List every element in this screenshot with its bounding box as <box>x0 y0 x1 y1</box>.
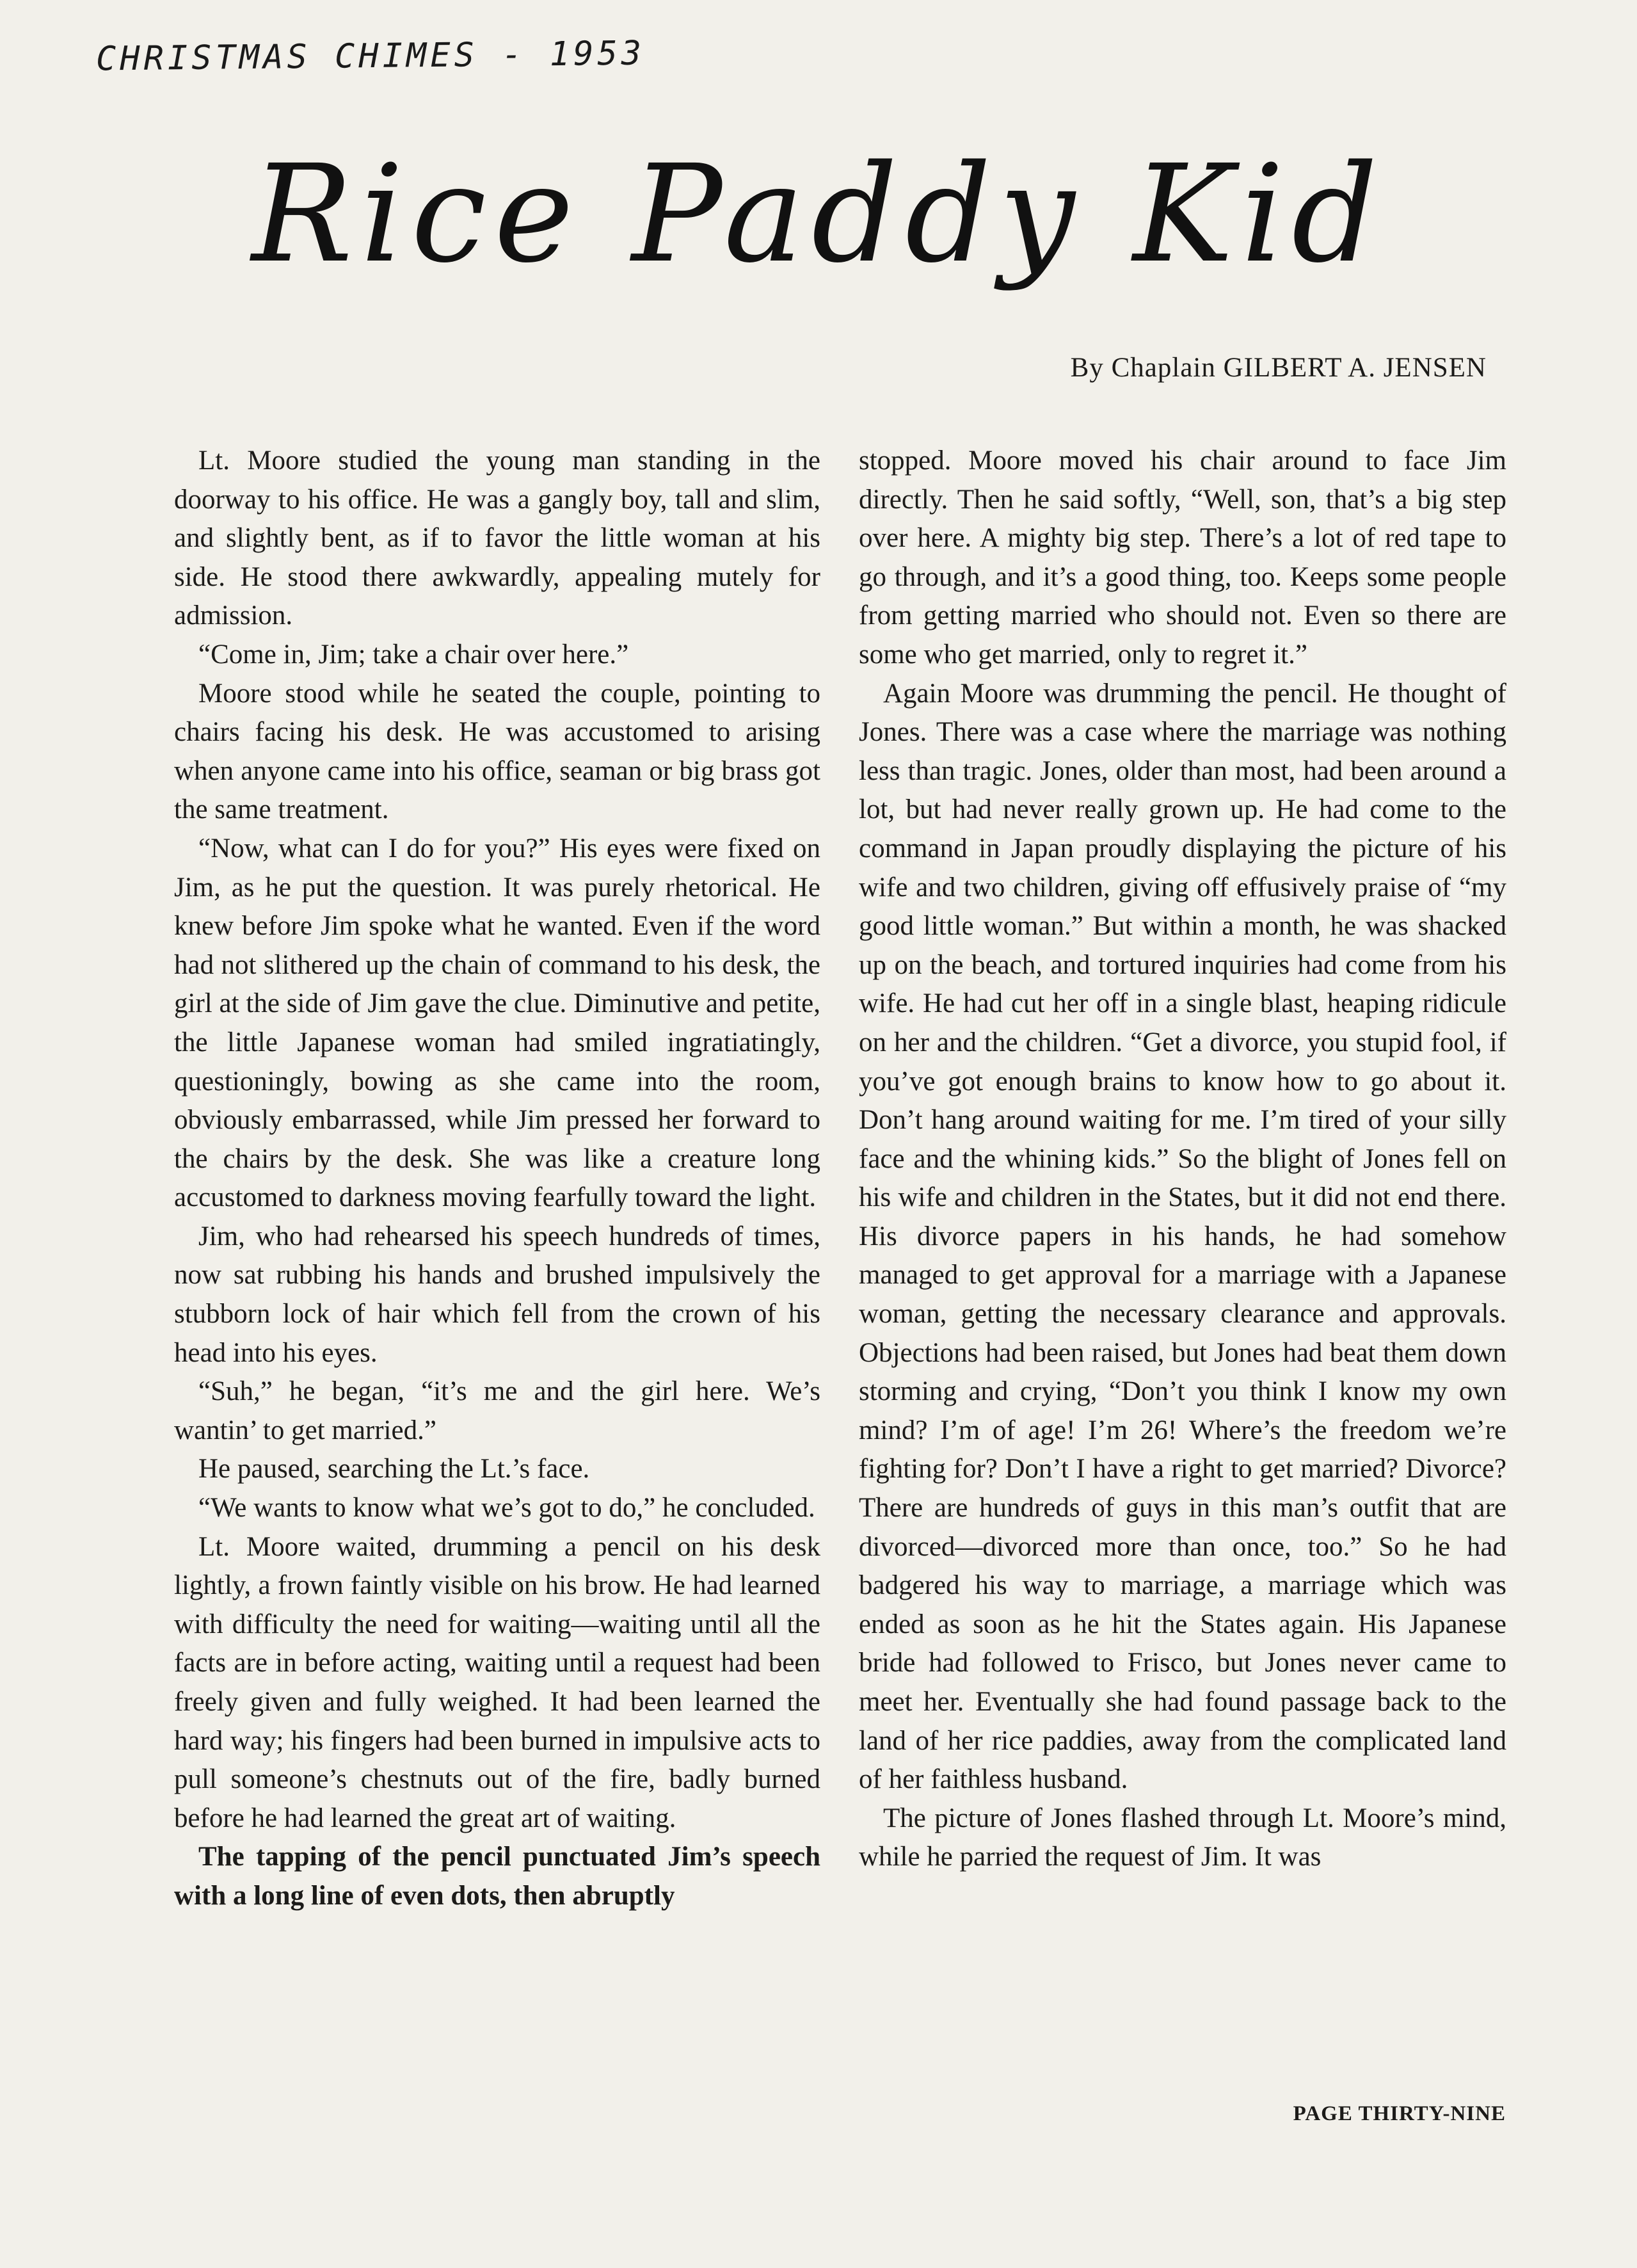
paragraph: Again Moore was drumming the pencil. He thought of Jones. There was a case where the marriage was nothing less than tragic. Jones, older than most, had been around a lot, but had never really grown up. He had come to the command in Japan proudly displaying the picture of his wife and two children, giving off effusively praise of “my good little woman.” But within a month, he was shacked up on the beach, and tortured inquiries had come from his wife. He had cut her off in a single blast, heaping ridicule on her and the children. “Get a divorce, you stupid fool, if you’ve got enough brains to know how to go about it. Don’t hang around waiting for me. I’m tired of your silly face and the whining kids.” So the blight of Jones fell on his wife and children in the States, but it did not end there. His divorce papers in his hands, he had somehow managed to get approval for a marriage with a Japanese woman, getting the necessary clearance and approvals. Objections had been raised, but Jones had beat them down storming and crying, “Don’t you think I know my own mind? I’m of age! I’m 26! Where’s the freedom we’re fighting for? Don’t I have a right to get married? Divorce? There are hundreds of guys in this man’s outfit that are divorced—divorced more than once, too.” So he had badgered his way to marriage, a marriage which was ended as soon as he hit the States again. His Japanese bride had followed to Frisco, but Jones never came to meet her. Eventually she had found passage back to the land of her rice paddies, away from the complicated land of her faithless husband. <box>859 678 1506 1795</box>
paragraph: He paused, searching the Lt.’s face. <box>198 1454 590 1484</box>
paragraph: Lt. Moore waited, drumming a pencil on his desk lightly, a frown faintly visible on his brow. He had learned with difficulty the need for waiting—waiting until all the facts are in before acting, waiting until a request had been freely given and fully weighed. It had been learned the hard way; his fingers had been burned in impulsive acts to pull someone’s chestnuts out of the fire, badly burned before he had learned the great art of waiting. <box>174 1531 820 1833</box>
paragraph: Moore stood while he seated the couple, pointing to chairs facing his desk. He was accustomed to arising when anyone came into his office, seaman or big brass got the same treatment. <box>174 678 820 825</box>
article-title: Rice Paddy Kid <box>252 136 1385 293</box>
right-column <box>859 442 1506 1877</box>
paragraph: Lt. Moore studied the young man standing in the doorway to his office. He was a gangly boy, tall and slim, and slightly bent, as if to favor the little woman at his side. He stood there awkwardly, appealing mutely for admission. <box>174 446 820 631</box>
paragraph: “We wants to know what we’s got to do,” he concluded. <box>198 1493 815 1524</box>
article-byline: By Chaplain GILBERT A. JENSEN <box>1070 353 1487 383</box>
page-number: PAGE THIRTY-NINE <box>1293 2102 1506 2125</box>
paragraph: The picture of Jones flashed through Lt. Moore’s mind, while he parried the request of Jim. It was <box>859 1803 1506 1872</box>
paragraph: Jim, who had rehearsed his speech hundreds of times, now sat rubbing his hands and brushed impulsively the stubborn lock of hair which fell from the crown of his head into his eyes. <box>174 1221 820 1368</box>
paragraph: “Now, what can I do for you?” His eyes were fixed on Jim, as he put the question. It was purely rhetorical. He knew before Jim spoke what he wanted. Even if the word had not slithered up the chain of command to his desk, the girl at the side of Jim gave the clue. Diminutive and petite, the little Japanese woman had smiled ingratiatingly, questioningly, bowing as she came into the room, obviously embarrassed, while Jim pressed her forward to the chairs by the desk. She was like a creature long accustomed to darkness moving fearfully toward the light. <box>174 833 820 1213</box>
left-column <box>174 442 820 1916</box>
paragraph: stopped. Moore moved his chair around to face Jim directly. Then he said softly, “Well, son, that’s a big step over here. A mighty big step. There’s a lot of red tape to go through, and it’s a good thing, too. Keeps some people from getting married who should not. Even so there are some who get married, only to regret it.” <box>859 446 1506 670</box>
paragraph: The tapping of the pencil punctuated Jim’s speech with a long line of even dots, then abruptly <box>174 1842 820 1911</box>
paragraph: “Come in, Jim; take a chair over here.” <box>198 639 629 670</box>
handwritten-note: CHRISTMAS CHIMES - 1953 <box>95 34 646 79</box>
paragraph: “Suh,” he began, “it’s me and the girl here. We’s wantin’ to get married.” <box>174 1376 820 1445</box>
